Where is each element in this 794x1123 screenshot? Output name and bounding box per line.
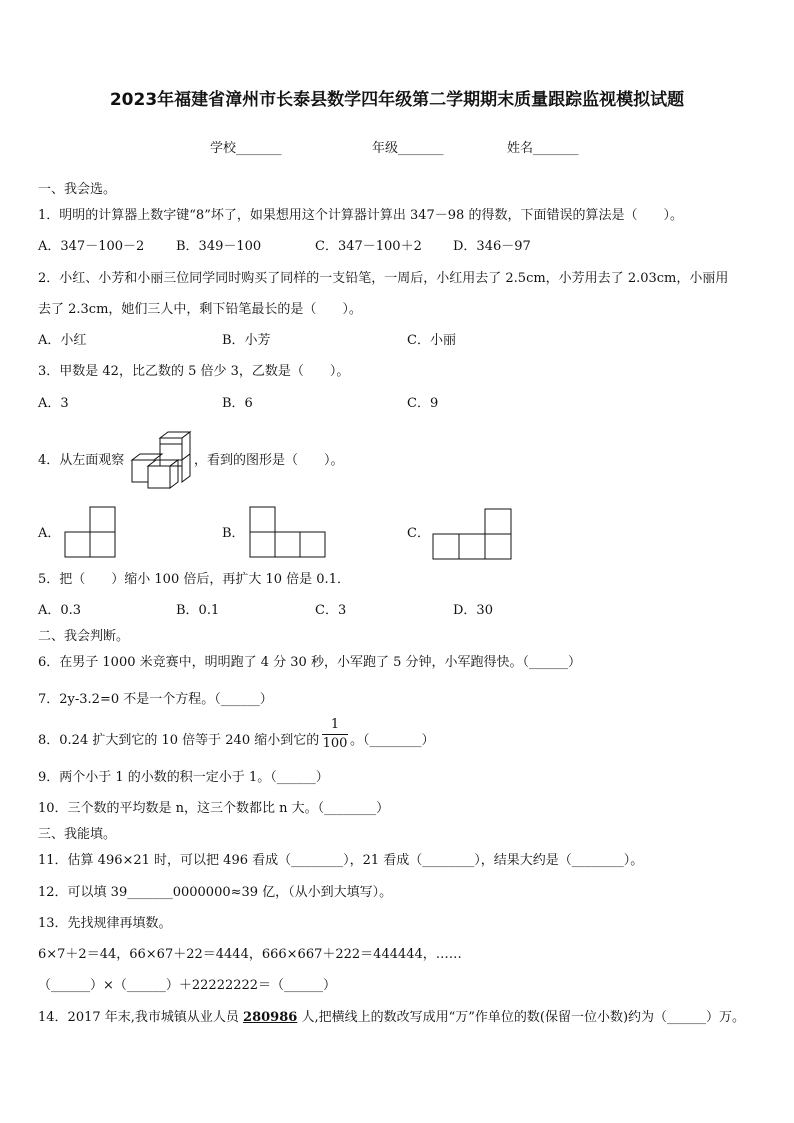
question-5-option-a[interactable]: A．0.3 [38,603,82,618]
question-6[interactable]: 6．在男子 1000 米竞赛中，明明跑了 4 分 30 秒，小军跑了 5 分钟，小军跑得快。（______） [38,655,581,670]
question-10[interactable]: 10．三个数的平均数是 n，这三个数都比 n 大。（________） [38,801,390,816]
section-heading-fill: 三、我能填。 [38,827,117,842]
name-field[interactable]: 姓名_______ [507,141,579,156]
question-9[interactable]: 9．两个小于 1 的小数的积一定小于 1。（______） [38,770,329,785]
question-4-option-a[interactable]: A． [38,526,61,541]
question-2-option-b[interactable]: B．小芳 [222,333,271,348]
grade-field[interactable]: 年级_______ [372,141,444,156]
question-4-stem-prefix: 4．从左面观察 [38,453,125,468]
question-3-option-b[interactable]: B．6 [222,396,253,411]
option-a-figure [64,506,118,558]
question-1-option-d[interactable]: D．346－97 [453,239,531,254]
question-5-option-c[interactable]: C．3 [315,603,347,618]
fraction-bar [322,734,348,735]
question-3-option-a[interactable]: A．3 [38,396,69,411]
question-12[interactable]: 12．可以填 39_______0000000≈39 亿，（从小到大填写）。 [38,885,393,900]
question-13-stem: 13．先找规律再填数。 [38,916,172,931]
question-1-stem: 1．明明的计算器上数字键“8”坏了，如果想用这个计算器计算出 347－98 的得数，下面错误的算法是（ ）。 [38,208,683,223]
cube-stack-figure [130,430,192,492]
question-4-option-c[interactable]: C． [407,526,430,541]
underlined-number: 280986 [243,1010,298,1025]
question-4-option-b[interactable]: B． [222,526,245,541]
question-5-option-b[interactable]: B．0.1 [176,603,220,618]
fraction-one-hundredth [322,717,348,752]
fraction-numerator: 1 [330,717,340,732]
question-14[interactable] [38,1010,745,1026]
question-14-prefix: 14．2017 年末,我市城镇从业人员 [38,1010,244,1025]
question-11[interactable]: 11．估算 496×21 时，可以把 496 看成（________），21 看成（________），结果大约是（________）。 [38,853,644,868]
question-7[interactable]: 7．2y-3.2=0 不是一个方程。（______） [38,692,273,707]
question-8-prefix: 8．0.24 扩大到它的 10 倍等于 240 缩小到它的 [38,733,320,748]
question-1-option-a[interactable]: A．347－100－2 [38,239,145,254]
question-2-option-c[interactable]: C．小丽 [407,333,456,348]
option-c-figure [432,508,512,560]
question-13-blanks[interactable]: （______）×（______）＋22222222＝（______） [38,978,337,993]
question-13-pattern: 6×7＋2＝44，66×67＋22＝4444，666×667＋222＝444444，…… [38,947,462,962]
question-3-option-c[interactable]: C．9 [407,396,439,411]
section-heading-judge: 二、我会判断。 [38,629,130,644]
question-1-option-b[interactable]: B．349－100 [176,239,262,254]
question-1-option-c[interactable]: C．347－100＋2 [315,239,422,254]
section-heading-choose: 一、我会选。 [38,182,117,197]
question-2-option-a[interactable]: A．小红 [38,333,87,348]
question-2-stem-line-2: 去了 2.3cm，她们三人中，剩下铅笔最长的是（ ）。 [38,302,362,317]
question-14-suffix: 人,把横线上的数改写成用“万”作单位的数(保留一位小数)约为（______）万。 [297,1010,746,1025]
question-8-suffix[interactable]: 。（________） [350,733,435,748]
question-4-stem-suffix: ，看到的图形是（ ）。 [194,453,344,468]
question-5-option-d[interactable]: D．30 [453,603,493,618]
question-3-stem: 3．甲数是 42，比乙数的 5 倍少 3，乙数是（ ）。 [38,364,350,379]
option-b-figure [249,506,327,558]
school-field[interactable]: 学校_______ [210,141,282,156]
question-5-stem: 5．把（ ）缩小 100 倍后，再扩大 10 倍是 0.1． [38,572,350,587]
question-2-stem-line-1: 2．小红、小芳和小丽三位同学同时购买了同样的一支铅笔，一周后，小红用去了 2.5cm，小芳用去了 2.03cm，小丽用 [38,271,729,286]
fraction-denominator: 100 [322,736,348,751]
page-title: 2023年福建省漳州市长泰县数学四年级第二学期期末质量跟踪监视模拟试题 [109,90,685,110]
